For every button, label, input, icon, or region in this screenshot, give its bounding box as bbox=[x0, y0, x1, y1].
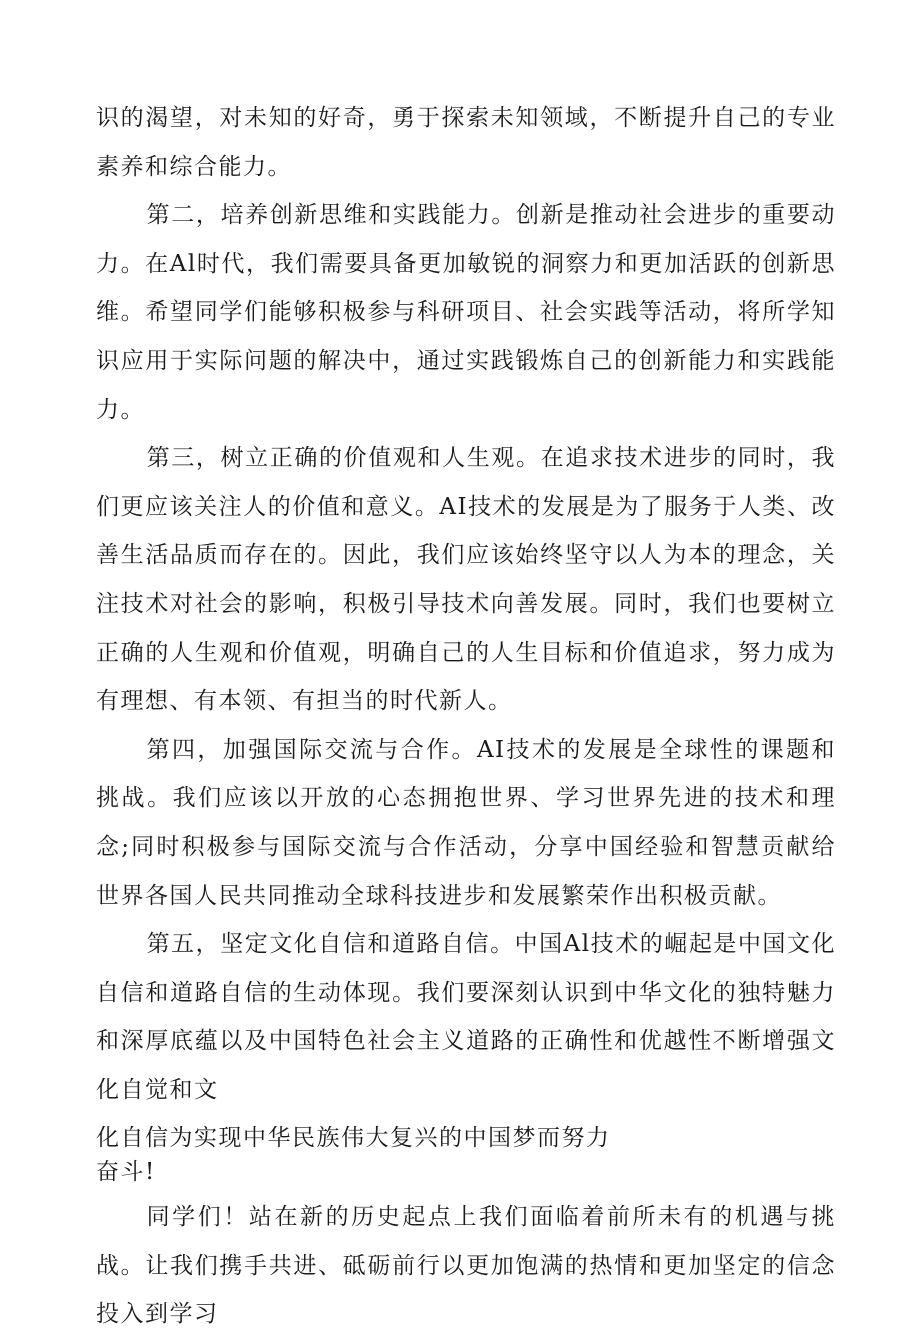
paragraph-continuation: 识的渴望，对未知的好奇，勇于探索未知领域，不断提升自己的专业素养和综合能力。 bbox=[96, 105, 836, 180]
paragraph-closing: 同学们！站在新的历史起点上我们面临着前所未有的机遇与挑战。让我们携手共进、砥砺前行以更加饱满的热情和更加坚定的信念投入到学习 bbox=[96, 1204, 836, 1328]
paragraph-third-point: 第三，树立正确的价值观和人生观。在追求技术进步的同时，我们更应该关注人的价值和意义。AI技术的发展是为了服务于人类、改善生活品质而存在的。因此，我们应该始终坚守以人为本的理念，关注技术对社会的影响，积极引导技术向善发展。同时，我们也要树立正确的人生观和价值观，明确自己的人生目标和价值追求，努力成为有理想、有本领、有担当的时代新人。 bbox=[96, 445, 836, 715]
broken-line-a: 化自信为实现中华民族伟大复兴的中国梦而努力 bbox=[96, 1125, 611, 1152]
document-body bbox=[96, 94, 836, 1339]
paragraph-fourth-point: 第四，加强国际交流与合作。AI技术的发展是全球性的课题和挑战。我们应该以开放的心态拥抱世界、学习世界先进的技术和理念;同时积极参与国际交流与合作活动，分享中国经验和智慧贡献给世界各国人民共同推动全球科技进步和发展繁荣作出积极贡献。 bbox=[96, 736, 836, 909]
paragraph-second-point: 第二，培养创新思维和实践能力。创新是推动社会进步的重要动力。在Al时代，我们需要具备更加敏锐的洞察力和更加活跃的创新思维。希望同学们能够积极参与科研项目、社会实践等活动，将所学知识应用于实际问题的解决中，通过实践锻炼自己的创新能力和实践能力。 bbox=[96, 202, 836, 423]
paragraph-fifth-point-tail bbox=[96, 1114, 836, 1186]
paragraph-fifth-point: 第五，坚定文化自信和道路自信。中国Al技术的崛起是中国文化自信和道路自信的生动体现。我们要深刻认识到中华文化的独特魅力和深厚底蕴以及中国特色社会主义道路的正确性和优越性不断增强文化自觉和文 bbox=[96, 931, 836, 1103]
broken-line-b: 奋斗! bbox=[96, 1159, 156, 1186]
